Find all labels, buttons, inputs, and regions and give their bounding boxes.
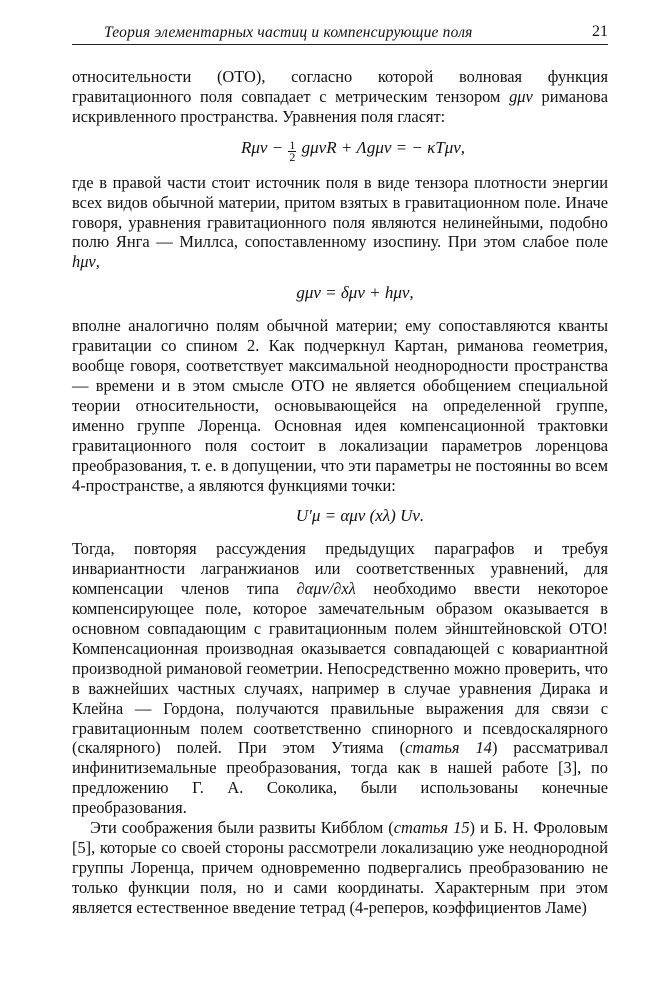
fraction-denominator: 2 bbox=[289, 149, 296, 164]
page-body bbox=[72, 67, 608, 918]
fraction-numerator: 1 bbox=[289, 137, 296, 152]
text-run: необходимо ввести некоторое компенсирующее поле, которое замечательным образом оказывается в основном совпадающим с гравитационным полем эйнштейновской ОТО! Компенсационная производная оказывается совпадающей с ковариантной производной римановой геометрии. Непосредственно можно проверить, что в важнейших частных случаях, например в случае уравнения Дирака и Клейна — Гордона, получаются правильные выражения для связи с гравитационным полем соответственно спинорного и псевдоскалярного (скалярного) полей. При этом Утияма ( bbox=[72, 579, 608, 758]
equation-field bbox=[72, 135, 608, 163]
inline-math-metric: gμν bbox=[509, 86, 533, 106]
fraction-one-half bbox=[288, 137, 296, 164]
text-run: Эти соображения были развиты Кибблом ( bbox=[90, 818, 394, 838]
equation-part: U′μ = αμν (xλ) Uν. bbox=[295, 506, 425, 526]
text-run: где в правой части стоит источник поля в виде тензора плотности энергии всех видов обычной материи, притом взятых в гравитационном поле. Иначе говоря, уравнения гравитационного поля являются нелинейными, подобно полю Янга — Миллса, сопоставленному изоспину. При этом слабое поле bbox=[72, 172, 608, 252]
text-run: ) и Б. Н. Фроловым [5], которые со своей стороны рассмотрели локализацию уже неоднородной группы Лоренца, причем одновременно подвергались преобразованию не только функции поля, но и сами координаты. Характерным при этом является естественное введение тетрад (4-реперов, коэффициентов Ламе) bbox=[72, 818, 608, 917]
inline-math-weak-field: hμν, bbox=[72, 252, 100, 272]
text-run: относительности (ОТО), согласно которой волновая функция гравитационного поля совпадает с метрическим тензором bbox=[72, 67, 608, 106]
paragraph-4 bbox=[72, 539, 608, 818]
book-page bbox=[72, 22, 608, 918]
text-run: римановa искривленного пространства. Уравнения поля гласят: bbox=[72, 86, 608, 126]
running-title: Теория элементарных частиц и компенсирующие поля bbox=[104, 24, 473, 41]
equation-part: gμνR + Λgμν = − κTμν, bbox=[301, 137, 466, 157]
citation-italic: статья 15 bbox=[393, 818, 470, 838]
equation-weak-field bbox=[72, 280, 608, 306]
equation-part: gμν = δμν + hμν, bbox=[296, 283, 414, 303]
inline-math-derivative: ∂αμν/∂xλ bbox=[296, 579, 356, 599]
running-header bbox=[72, 22, 608, 45]
paragraph-5 bbox=[72, 818, 608, 918]
citation-italic: статья 14 bbox=[405, 738, 492, 758]
text-run: Тогда, повторяя рассуждения предыдущих параграфов и требуя инвариантности лагранжианов или соответственных уравнений, для компенсации членов типа bbox=[72, 539, 608, 599]
text-run: ) рассматривал инфинитиземальные преобразования, тогда как в нашей работе [3], по предложению Г. А. Соколика, были использованы конечные преобразования. bbox=[72, 738, 609, 818]
paragraph-1 bbox=[72, 67, 608, 127]
paragraph-2 bbox=[72, 173, 608, 273]
paragraph-3 bbox=[72, 316, 608, 495]
text-run: вполне аналогично полям обычной материи; ему сопоставляются кванты гравитации со спином 2. Как подчеркнул Картан, риманова геометрия, вообще говоря, соответствует максимальной неоднородности пространства — времени и в этом смысле ОТО не является обобщением специальной теории относительности, основывающейся на определенной группе, именно группе Лоренца. Основная идея компенсационной трактовки гравитационного поля состоит в локализации параметров лоренцова преобразования, т. е. в допущении, что эти параметры не постоянны во всем 4-пространстве, а являются функциями точки: bbox=[72, 316, 608, 495]
equation-local-lorentz bbox=[72, 503, 608, 529]
equation-part: Rμν − bbox=[240, 137, 284, 157]
page-number: 21 bbox=[592, 23, 608, 40]
